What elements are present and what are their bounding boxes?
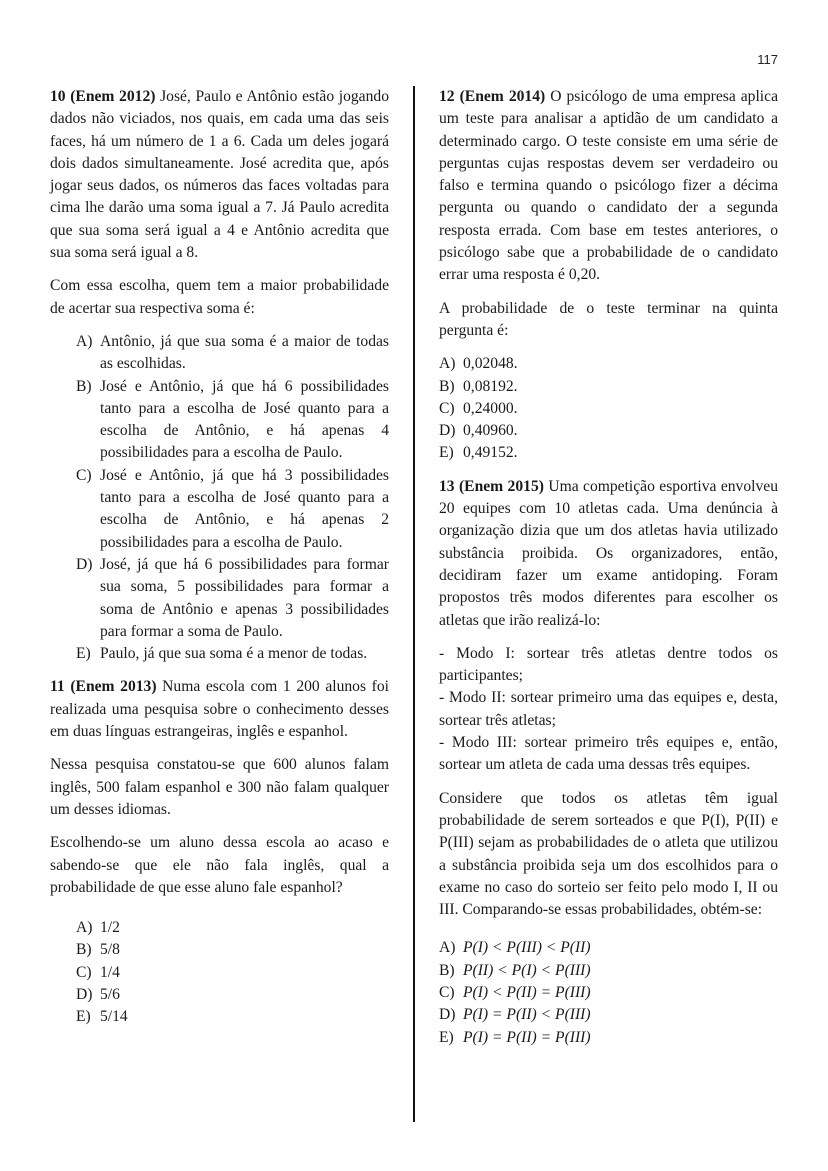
option-a: A) 1/2 — [76, 919, 120, 937]
question-11-paragraph-2: Nessa pesquisa constatou-se que 600 alunos falam inglês, 500 falam espanhol e 300 não falam qualquer um desses idiomas. — [50, 756, 389, 818]
option-d: D) José, já que há 6 possibilidades para formar sua soma, 5 possibilidades para formar a soma de Antônio e apenas 3 possibilidades para formar a soma de Paulo. — [76, 555, 389, 640]
question-13 — [439, 476, 778, 1049]
question-12 — [439, 86, 778, 465]
option-b: B) P(II) < P(I) < P(III) — [439, 961, 591, 979]
right-column — [439, 86, 778, 1060]
question-13-modes — [439, 643, 778, 777]
option-d: D) 5/6 — [76, 985, 120, 1003]
option-c: C) 0,24000. — [439, 399, 518, 417]
mode-2: - Modo II: sortear primeiro uma das equipes e, desta, sortear três atletas; — [439, 689, 778, 729]
question-10-prompt: Com essa escolha, quem tem a maior probabilidade de acertar sua respectiva soma é: — [50, 277, 389, 317]
question-12-prompt: A probabilidade de o teste terminar na quinta pergunta é: — [439, 299, 778, 339]
mode-3: - Modo III: sortear primeiro três equipes e, então, sortear um atleta de cada uma dessas três equipes. — [439, 734, 778, 774]
question-13-heading: 13 (Enem 2015) — [439, 477, 544, 495]
option-a: A) Antônio, já que sua soma é a maior de todas as escolhidas. — [76, 332, 389, 373]
option-e: E) Paulo, já que sua soma é a menor de todas. — [76, 645, 368, 663]
question-12-options — [439, 353, 778, 464]
option-a: A) P(I) < P(III) < P(II) — [439, 939, 591, 957]
option-c: C) 1/4 — [76, 963, 120, 981]
question-11-heading: 11 (Enem 2013) — [50, 678, 157, 696]
option-e: E) 5/14 — [76, 1008, 128, 1026]
question-12-heading: 12 (Enem 2014) — [439, 88, 546, 105]
question-11-statement: 11 (Enem 2013) Numa escola com 1 200 alunos foi realizada uma pesquisa sobre o conhecimento desses em duas línguas estrangeiras, inglês e espanhol. — [50, 678, 389, 741]
option-c: C) P(I) < P(II) = P(III) — [439, 983, 591, 1001]
option-b: B) 5/8 — [76, 941, 120, 959]
mode-1: - Modo I: sortear três atletas dentre todos os participantes; — [439, 644, 778, 685]
question-13-paragraph-2: Considere que todos os atletas têm igual probabilidade de serem sorteados e que P(I), P(II) e P(III) sejam as probabilidades de o atleta que utilizou a substância proibida seja um dos escolhidos para o exame no caso do sorteio ser feito pelo modo I, II ou III. Comparando-se essas probabilidades, obtém-se: — [439, 789, 778, 919]
question-11-prompt: Escolhendo-se um aluno dessa escola ao acaso e sabendo-se que ele não fala inglês, qual a probabilidade de que esse aluno fale espanhol? — [50, 834, 389, 896]
option-b: B) José e Antônio, já que há 6 possibilidades tanto para a escolha de José quanto para a escolha de Antônio, e há apenas 4 possibilidades para a escolha de Paulo. — [76, 377, 389, 462]
column-divider — [413, 86, 415, 1122]
question-10-heading: 10 (Enem 2012) — [50, 88, 156, 105]
page-number: 117 — [757, 52, 778, 67]
question-13-statement: 13 (Enem 2015) Uma competição esportiva envolveu 20 equipes com 10 atletas cada. Uma denúncia à organização dizia que um dos atletas havia utilizado substância proibida. Os organizadores, então, decidiram fazer um exame antidoping. Foram propostos três modos diferentes para escolher os atletas que irão realizá-lo: — [439, 477, 778, 629]
question-11 — [50, 676, 389, 1028]
option-a: A) 0,02048. — [439, 355, 518, 373]
option-b: B) 0,08192. — [439, 377, 518, 395]
question-11-options — [50, 917, 389, 1028]
question-10-options — [50, 331, 389, 665]
question-10 — [50, 86, 389, 665]
question-12-statement: 12 (Enem 2014) O psicólogo de uma empresa aplica um teste para analisar a aptidão de um candidato a determinado cargo. O teste consiste em uma série de perguntas cujas respostas devem ser verdadeiro ou falso e termina quando o psicólogo fizer a décima pergunta ou quando o candidato der a segunda resposta errada. Com base em testes anteriores, o psicólogo sabe que a probabilidade de o candidato errar uma resposta é 0,20. — [439, 88, 778, 284]
question-13-options — [439, 937, 778, 1048]
question-10-statement: 10 (Enem 2012) José, Paulo e Antônio estão jogando dados não viciados, nos quais, em cada uma das seis faces, há um número de 1 a 6. Cada um deles jogará dois dados simultaneamente. José acredita que, após jogar seus dados, os números das faces voltadas para cima lhe darão uma soma igual a 7. Já Paulo acredita que sua soma será igual a 4 e Antônio acredita que sua soma será igual a 8. — [50, 88, 389, 262]
option-e: E) P(I) = P(II) = P(III) — [439, 1028, 591, 1046]
option-c: C) José e Antônio, já que há 3 possibilidades tanto para a escolha de José quanto para a escolha de Antônio, e há apenas 2 possibilidades para a escolha de Paulo. — [76, 466, 389, 551]
option-d: D) 0,40960. — [439, 422, 518, 440]
left-column — [50, 86, 389, 1040]
option-d: D) P(I) = P(II) < P(III) — [439, 1006, 591, 1024]
option-e: E) 0,49152. — [439, 444, 518, 462]
